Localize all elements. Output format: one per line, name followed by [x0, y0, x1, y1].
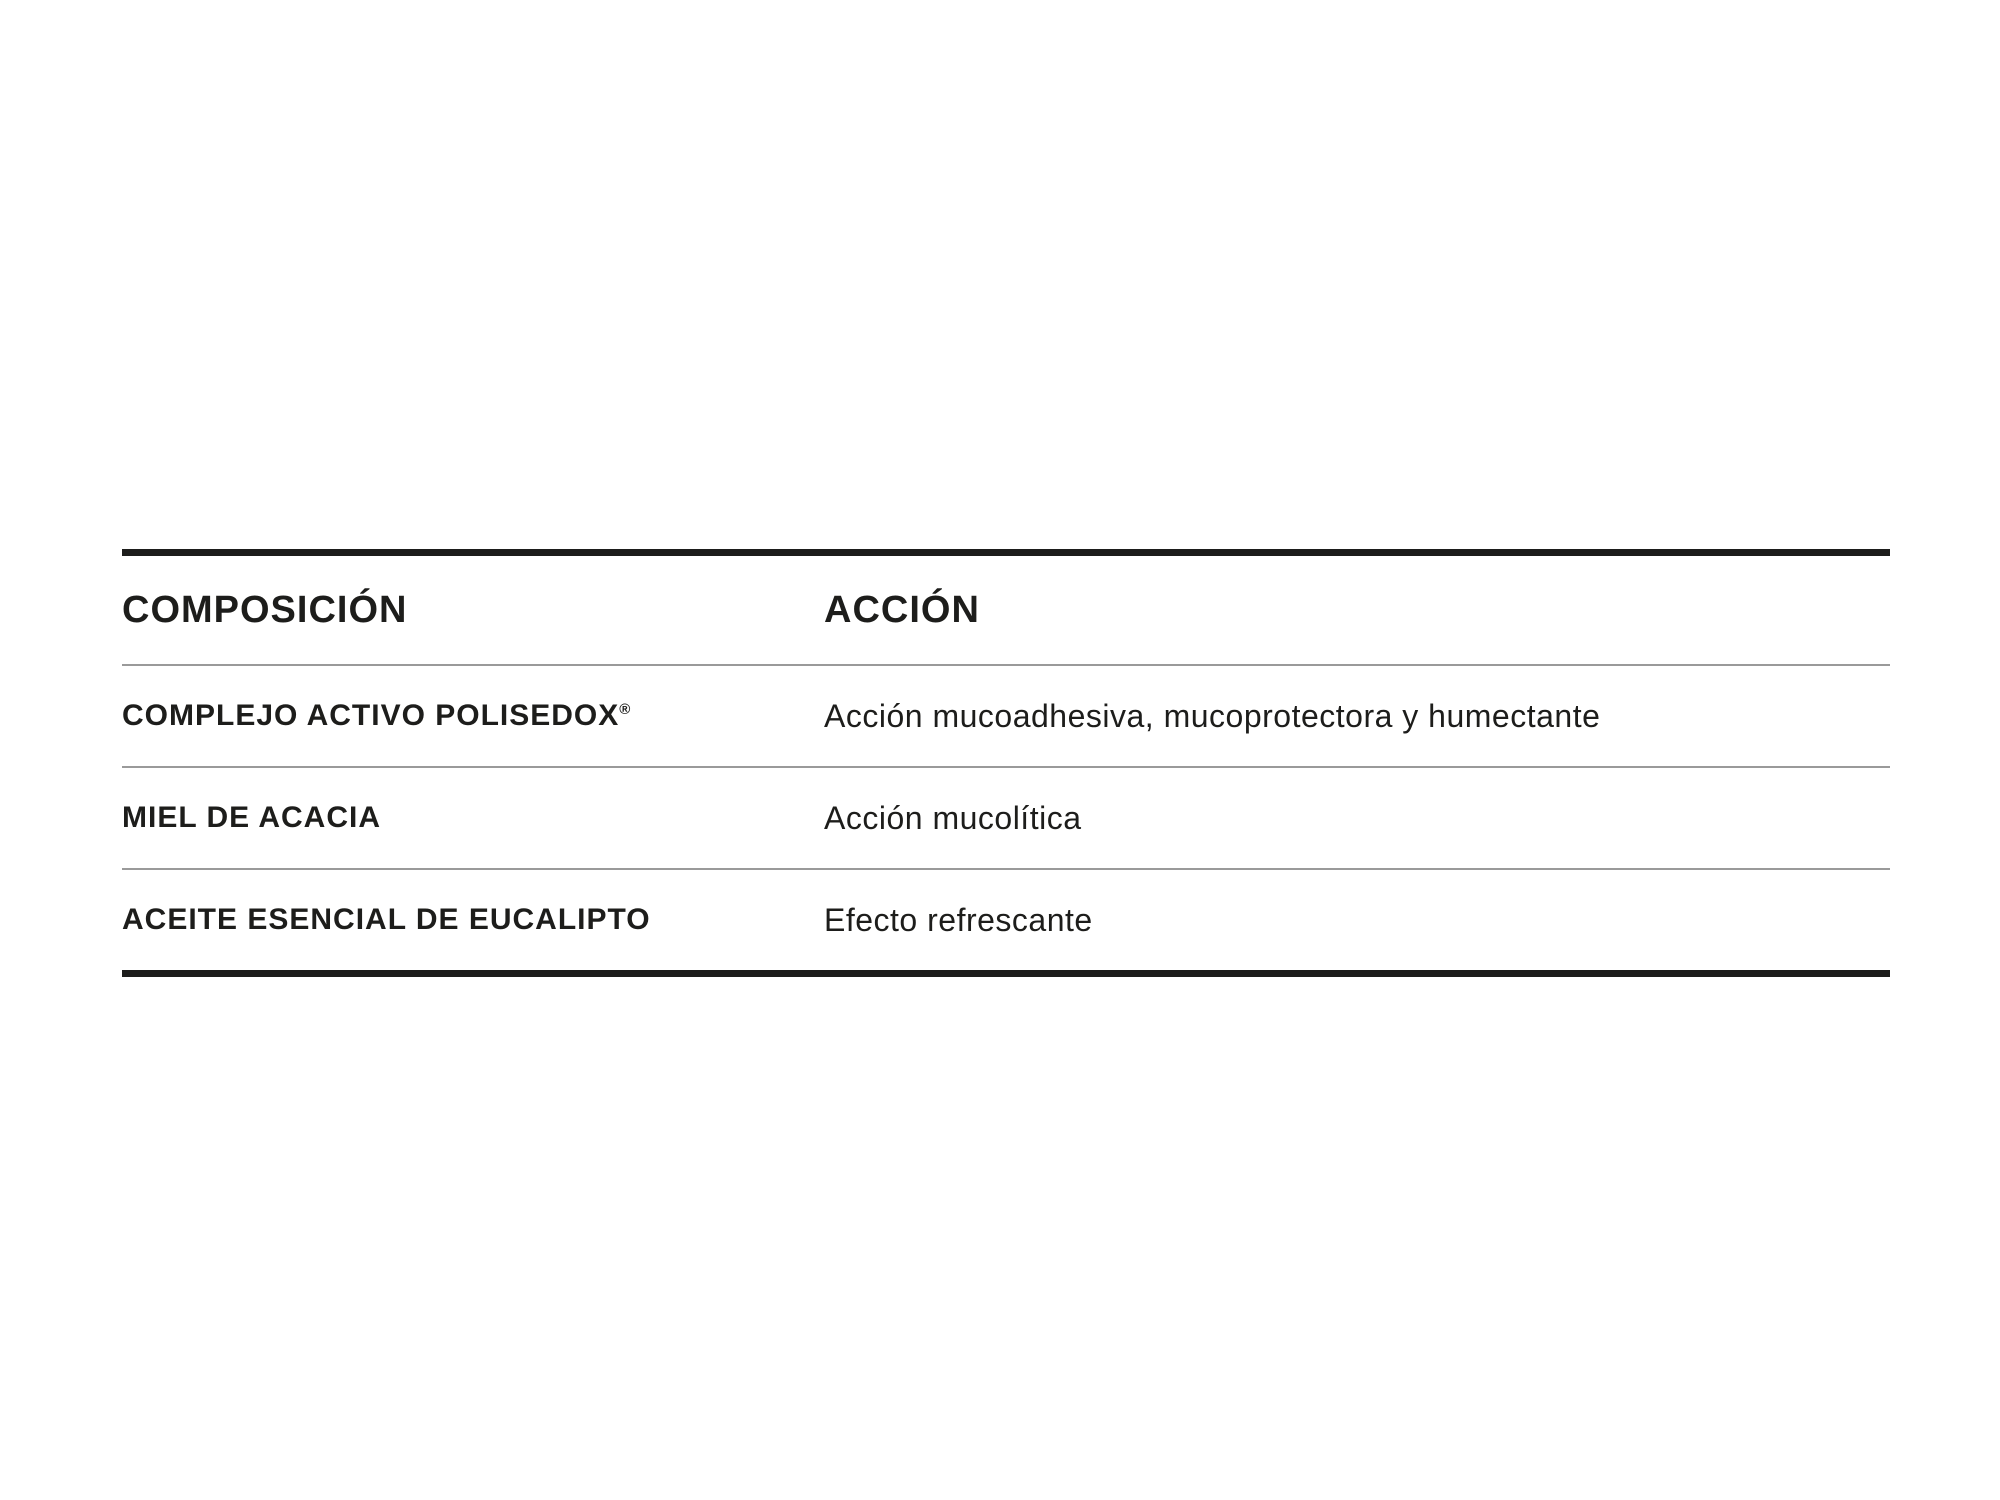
table-header-row — [122, 556, 1890, 664]
registered-mark: ® — [619, 701, 631, 718]
composition-table — [122, 549, 1890, 977]
action-cell: Acción mucoadhesiva, mucoprotectora y humectante — [824, 697, 1601, 734]
table-bottom-rule — [122, 970, 1890, 977]
action-cell: Efecto refrescante — [824, 901, 1093, 938]
action-cell: Acción mucolítica — [824, 799, 1082, 836]
ingredient-cell — [122, 699, 824, 733]
table-row — [122, 666, 1890, 766]
ingredient-name: ACEITE ESENCIAL DE EUCALIPTO — [122, 903, 651, 936]
ingredient-cell — [122, 801, 824, 835]
ingredient-name: COMPLEJO ACTIVO POLISEDOX — [122, 699, 620, 732]
table-row — [122, 768, 1890, 868]
header-action: ACCIÓN — [824, 588, 980, 631]
table-row — [122, 870, 1890, 970]
header-composition: COMPOSICIÓN — [122, 588, 408, 631]
table-top-rule — [122, 549, 1890, 556]
ingredient-cell — [122, 903, 824, 937]
ingredient-name: MIEL DE ACACIA — [122, 801, 382, 834]
